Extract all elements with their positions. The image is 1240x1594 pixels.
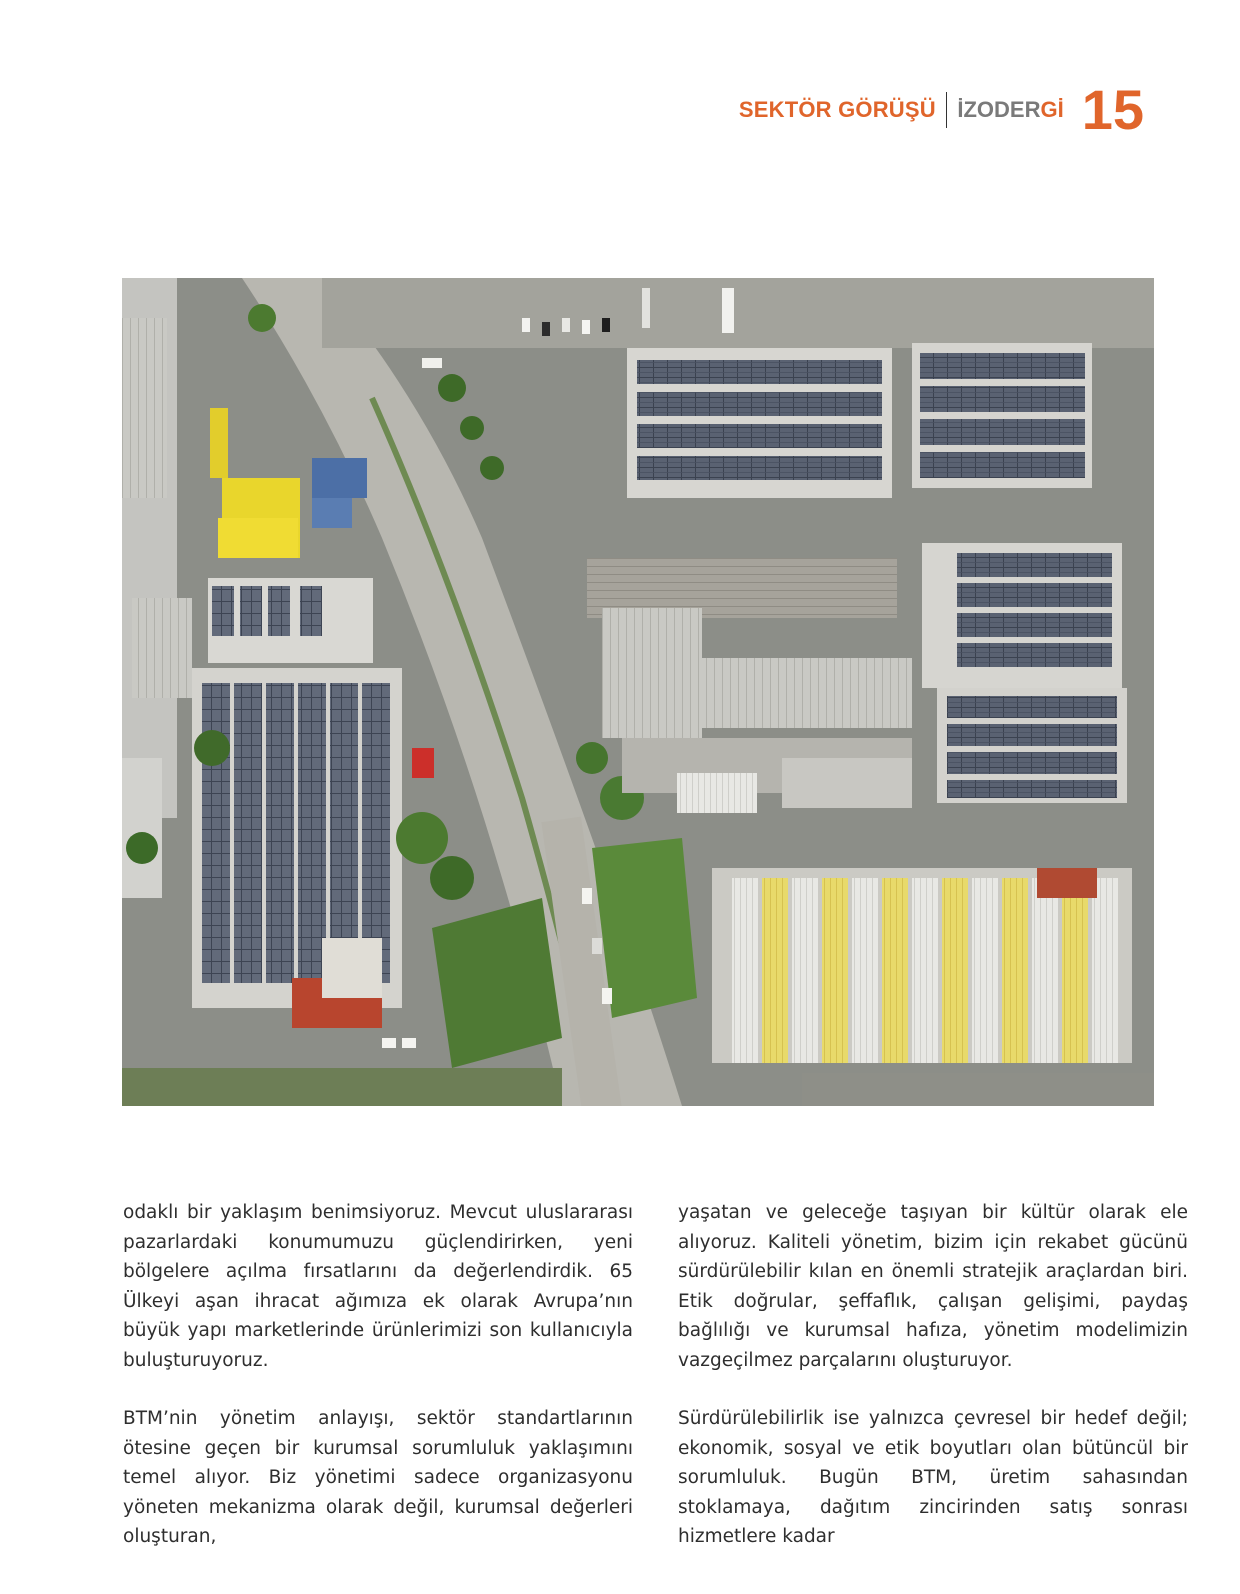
body-paragraph: Sürdürülebilirlik ise yalnızca çevresel bir hedef değil; ekonomik, sosyal ve etik boyutları olan bütüncül bir sorumluluk. Bugün BTM, üretim sahasından stoklamaya, dağıtım zincirinden satış sonrası hizmetlere kadar: [678, 1408, 1188, 1547]
section-title: SEKTÖR GÖRÜŞÜ: [738, 97, 936, 122]
body-column-right: [678, 1198, 1188, 1581]
body-paragraph: BTM’nin yönetim anlayışı, sektör standartlarının ötesine geçen bir kurumsal sorumluluk yaklaşımını temel alıyor. Biz yönetimi sadece organizasyonu yöneten mekanizma olarak değil, kurumsal değerleri oluşturan,: [123, 1408, 633, 1547]
page-number: 15: [1081, 78, 1144, 141]
page-header: [738, 78, 1144, 141]
magazine-name-main: İZODER: [957, 97, 1041, 122]
header-divider: [946, 92, 948, 128]
magazine-name-accent: Gİ: [1040, 97, 1064, 122]
body-paragraph: odaklı bir yaklaşım benimsiyoruz. Mevcut uluslararası pazarlardaki konumumuzu güçlendirirken, yeni bölgelere açılma fırsatlarını da değerlendirdik. 65 Ülkeyi aşan ihracat ağımıza ek olarak Avrupa’nın büyük yapı marketlerinde ürünlerimizi son kullanıcıyla buluşturuyoruz.: [123, 1202, 633, 1371]
body-paragraph: yaşatan ve geleceğe taşıyan bir kültür olarak ele alıyoruz. Kaliteli yönetim, bizim için rekabet gücünü sürdürülebilir kılan en önemli stratejik araçlardan biri. Etik doğrular, şeffaflık, çalışan gelişimi, paydaş bağlılığı ve kurumsal hafıza, yönetim modelimizin vazgeçilmez parçalarını oluşturuyor.: [678, 1202, 1188, 1371]
body-column-left: [123, 1198, 633, 1581]
aerial-factory-photo: [122, 278, 1154, 1106]
magazine-name: [957, 97, 1063, 123]
